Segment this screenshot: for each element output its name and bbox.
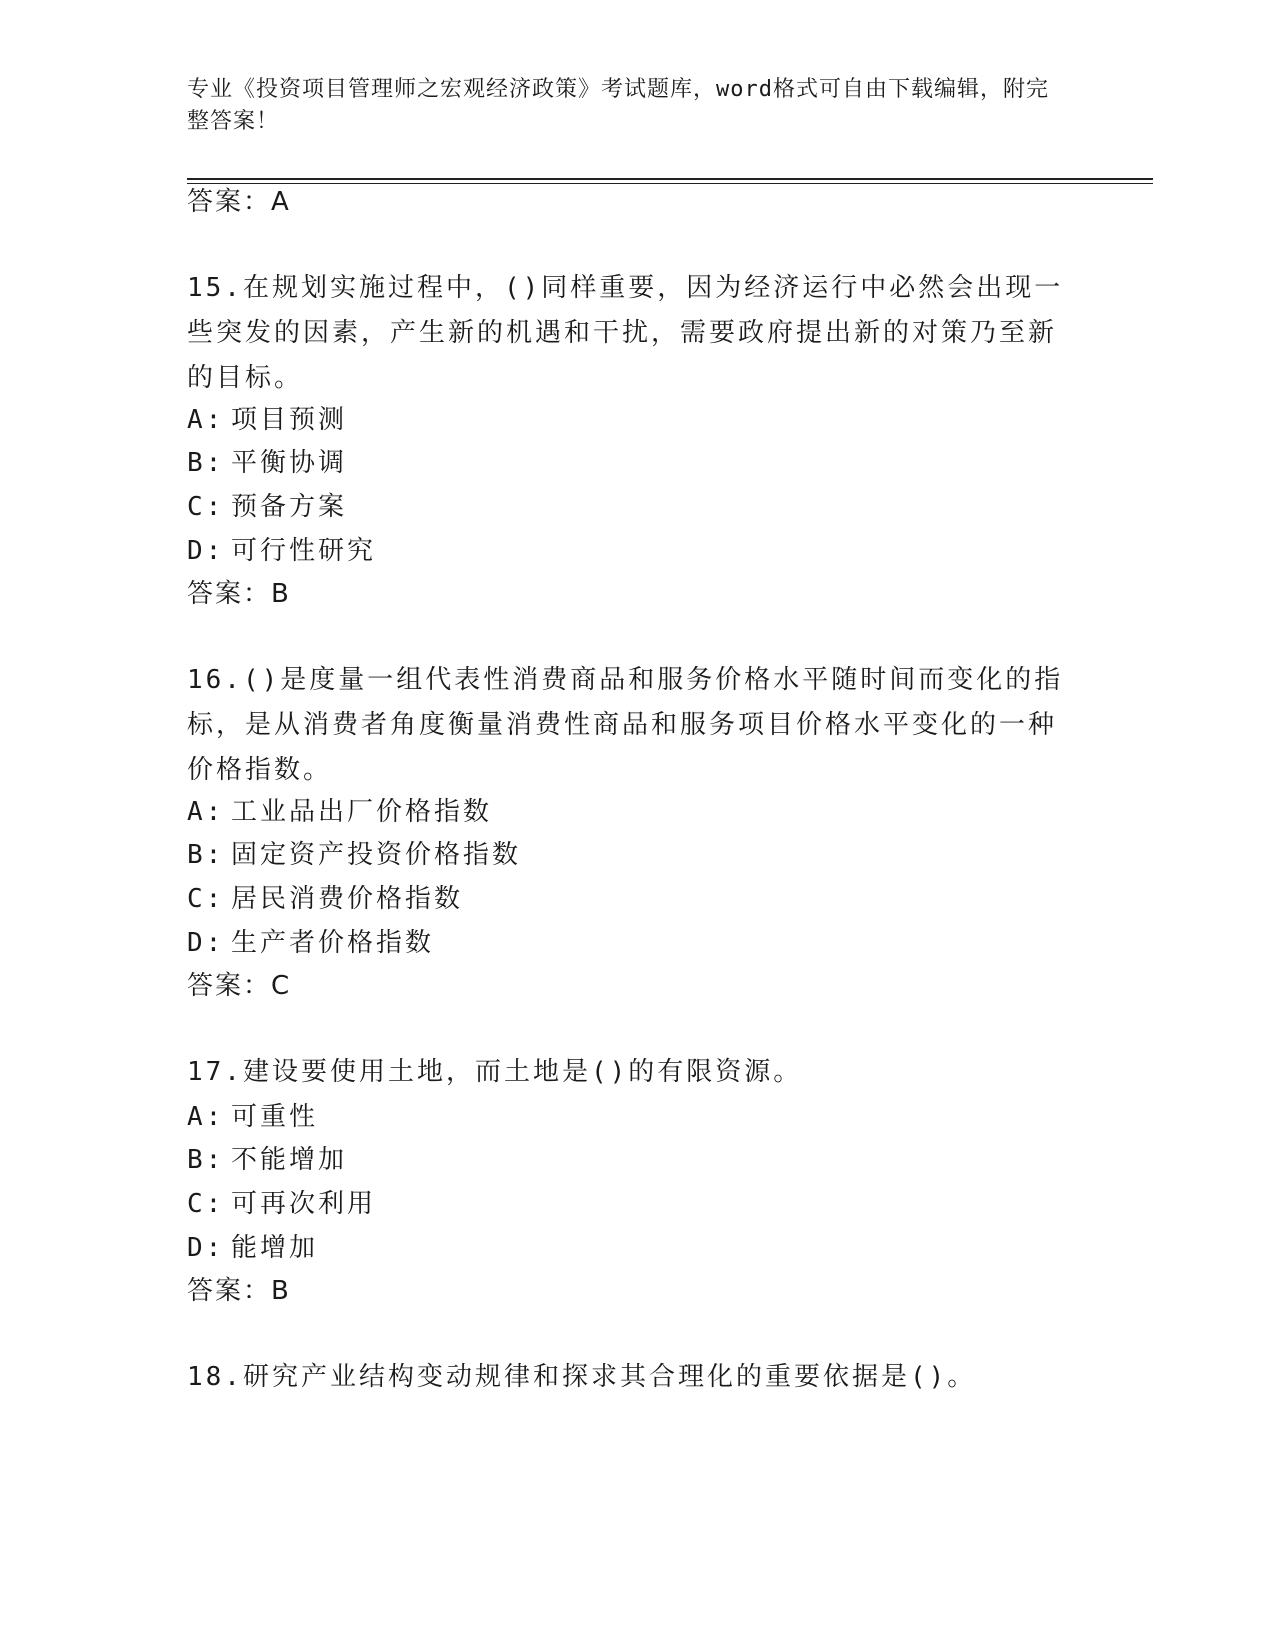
option-text: 可行性研究 bbox=[231, 536, 377, 566]
question-16-option-a bbox=[187, 796, 492, 828]
option-text: 能增加 bbox=[231, 1233, 319, 1263]
option-letter: D: bbox=[187, 536, 225, 566]
question-17-option-b bbox=[187, 1144, 347, 1176]
option-text: 固定资产投资价格指数 bbox=[231, 840, 522, 870]
option-letter: C: bbox=[187, 492, 225, 522]
document-header: 专业《投资项目管理师之宏观经济政策》考试题库，word格式可自由下载编辑，附完整答案！ bbox=[187, 77, 1049, 134]
question-15-option-d bbox=[187, 535, 376, 567]
header-divider-thin bbox=[187, 183, 1153, 184]
option-letter: A: bbox=[187, 405, 225, 435]
answer-prev: 答案：A bbox=[187, 187, 291, 217]
option-text: 预备方案 bbox=[231, 492, 348, 522]
header-divider bbox=[187, 178, 1153, 180]
question-16-answer: 答案：C bbox=[187, 971, 292, 1001]
question-17-option-c bbox=[187, 1188, 376, 1220]
question-15-answer: 答案：B bbox=[187, 579, 291, 609]
option-letter: C: bbox=[187, 884, 225, 914]
option-text: 可再次利用 bbox=[231, 1189, 377, 1219]
question-16-option-c bbox=[187, 883, 463, 915]
question-15-option-a bbox=[187, 404, 347, 436]
option-letter: A: bbox=[187, 1102, 225, 1132]
option-text: 不能增加 bbox=[231, 1145, 348, 1175]
question-16: 16.()是度量一组代表性消费商品和服务价格水平随时间而变化的指标，是从消费者角度衡量消费性商品和服务项目价格水平变化的一种价格指数。 bbox=[187, 665, 1064, 785]
option-text: 生产者价格指数 bbox=[231, 928, 435, 958]
question-17: 17.建设要使用土地，而土地是()的有限资源。 bbox=[187, 1057, 803, 1087]
option-text: 工业品出厂价格指数 bbox=[231, 797, 493, 827]
question-17-answer: 答案：B bbox=[187, 1276, 291, 1306]
question-16-option-b bbox=[187, 839, 521, 871]
option-letter: C: bbox=[187, 1189, 225, 1219]
question-15: 15.在规划实施过程中，()同样重要，因为经济运行中必然会出现一些突发的因素，产生新的机遇和干扰，需要政府提出新的对策乃至新的目标。 bbox=[187, 273, 1064, 393]
option-letter: B: bbox=[187, 840, 225, 870]
question-17-option-a bbox=[187, 1101, 318, 1133]
option-letter: A: bbox=[187, 797, 225, 827]
question-17-option-d bbox=[187, 1232, 318, 1264]
question-16-option-d bbox=[187, 927, 434, 959]
question-15-option-b bbox=[187, 447, 347, 479]
option-letter: D: bbox=[187, 1233, 225, 1263]
option-text: 居民消费价格指数 bbox=[231, 884, 464, 914]
question-15-option-c bbox=[187, 491, 347, 523]
option-text: 项目预测 bbox=[231, 405, 348, 435]
option-letter: B: bbox=[187, 448, 225, 478]
option-text: 可重性 bbox=[231, 1102, 319, 1132]
option-text: 平衡协调 bbox=[231, 448, 348, 478]
question-18: 18.研究产业结构变动规律和探求其合理化的重要依据是()。 bbox=[187, 1362, 977, 1392]
option-letter: D: bbox=[187, 928, 225, 958]
option-letter: B: bbox=[187, 1145, 225, 1175]
